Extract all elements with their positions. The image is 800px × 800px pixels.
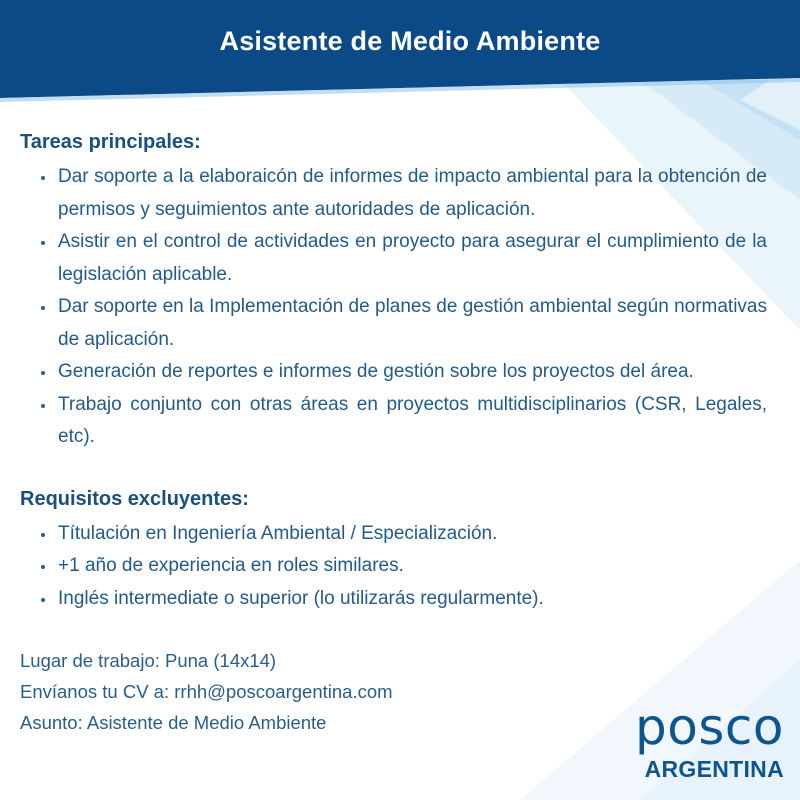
page-title: Asistente de Medio Ambiente xyxy=(219,26,601,56)
requirements-heading: Requisitos excluyentes: xyxy=(20,487,249,510)
logo-brand: posco xyxy=(635,698,784,756)
logo-country: ARGENTINA xyxy=(644,756,784,782)
list-item: • +1 año de experiencia en roles similares. xyxy=(56,550,767,583)
tasks-heading: Tareas principales: xyxy=(20,131,201,153)
list-item: • Inglés intermediate o superior (lo utilizarás regularmente). xyxy=(56,583,767,616)
work-location: Lugar de trabajo: Puna (14x14) xyxy=(20,650,277,671)
list-item: • Asistir en el control de actividades en proyecto para asegurar el cumplimiento de la legislación aplicable. xyxy=(56,226,767,291)
requirements-list xyxy=(20,518,767,616)
job-description xyxy=(20,127,767,738)
tasks-section xyxy=(20,127,767,454)
list-item: • Títulación en Ingeniería Ambiental / Especialización. xyxy=(56,518,767,551)
cv-email: Envíanos tu CV a: rrhh@poscoargentina.com xyxy=(20,681,393,702)
list-item: • Dar soporte a la elaboraicón de informes de impacto ambiental para la obtención de permisos y seguimientos ante autoridades de aplicación. xyxy=(56,161,767,226)
tasks-list xyxy=(20,161,767,454)
list-item: • Generación de reportes e informes de gestión sobre los proyectos del área. xyxy=(56,356,767,389)
posco-logo xyxy=(635,698,784,784)
requirements-section xyxy=(20,484,767,616)
list-item: • Trabajo conjunto con otras áreas en proyectos multidisciplinarios (CSR, Legales, etc). xyxy=(56,389,767,454)
email-subject: Asunto: Asistente de Medio Ambiente xyxy=(20,712,327,733)
list-item: • Dar soporte en la Implementación de planes de gestión ambiental según normativas de aplicación. xyxy=(56,291,767,356)
